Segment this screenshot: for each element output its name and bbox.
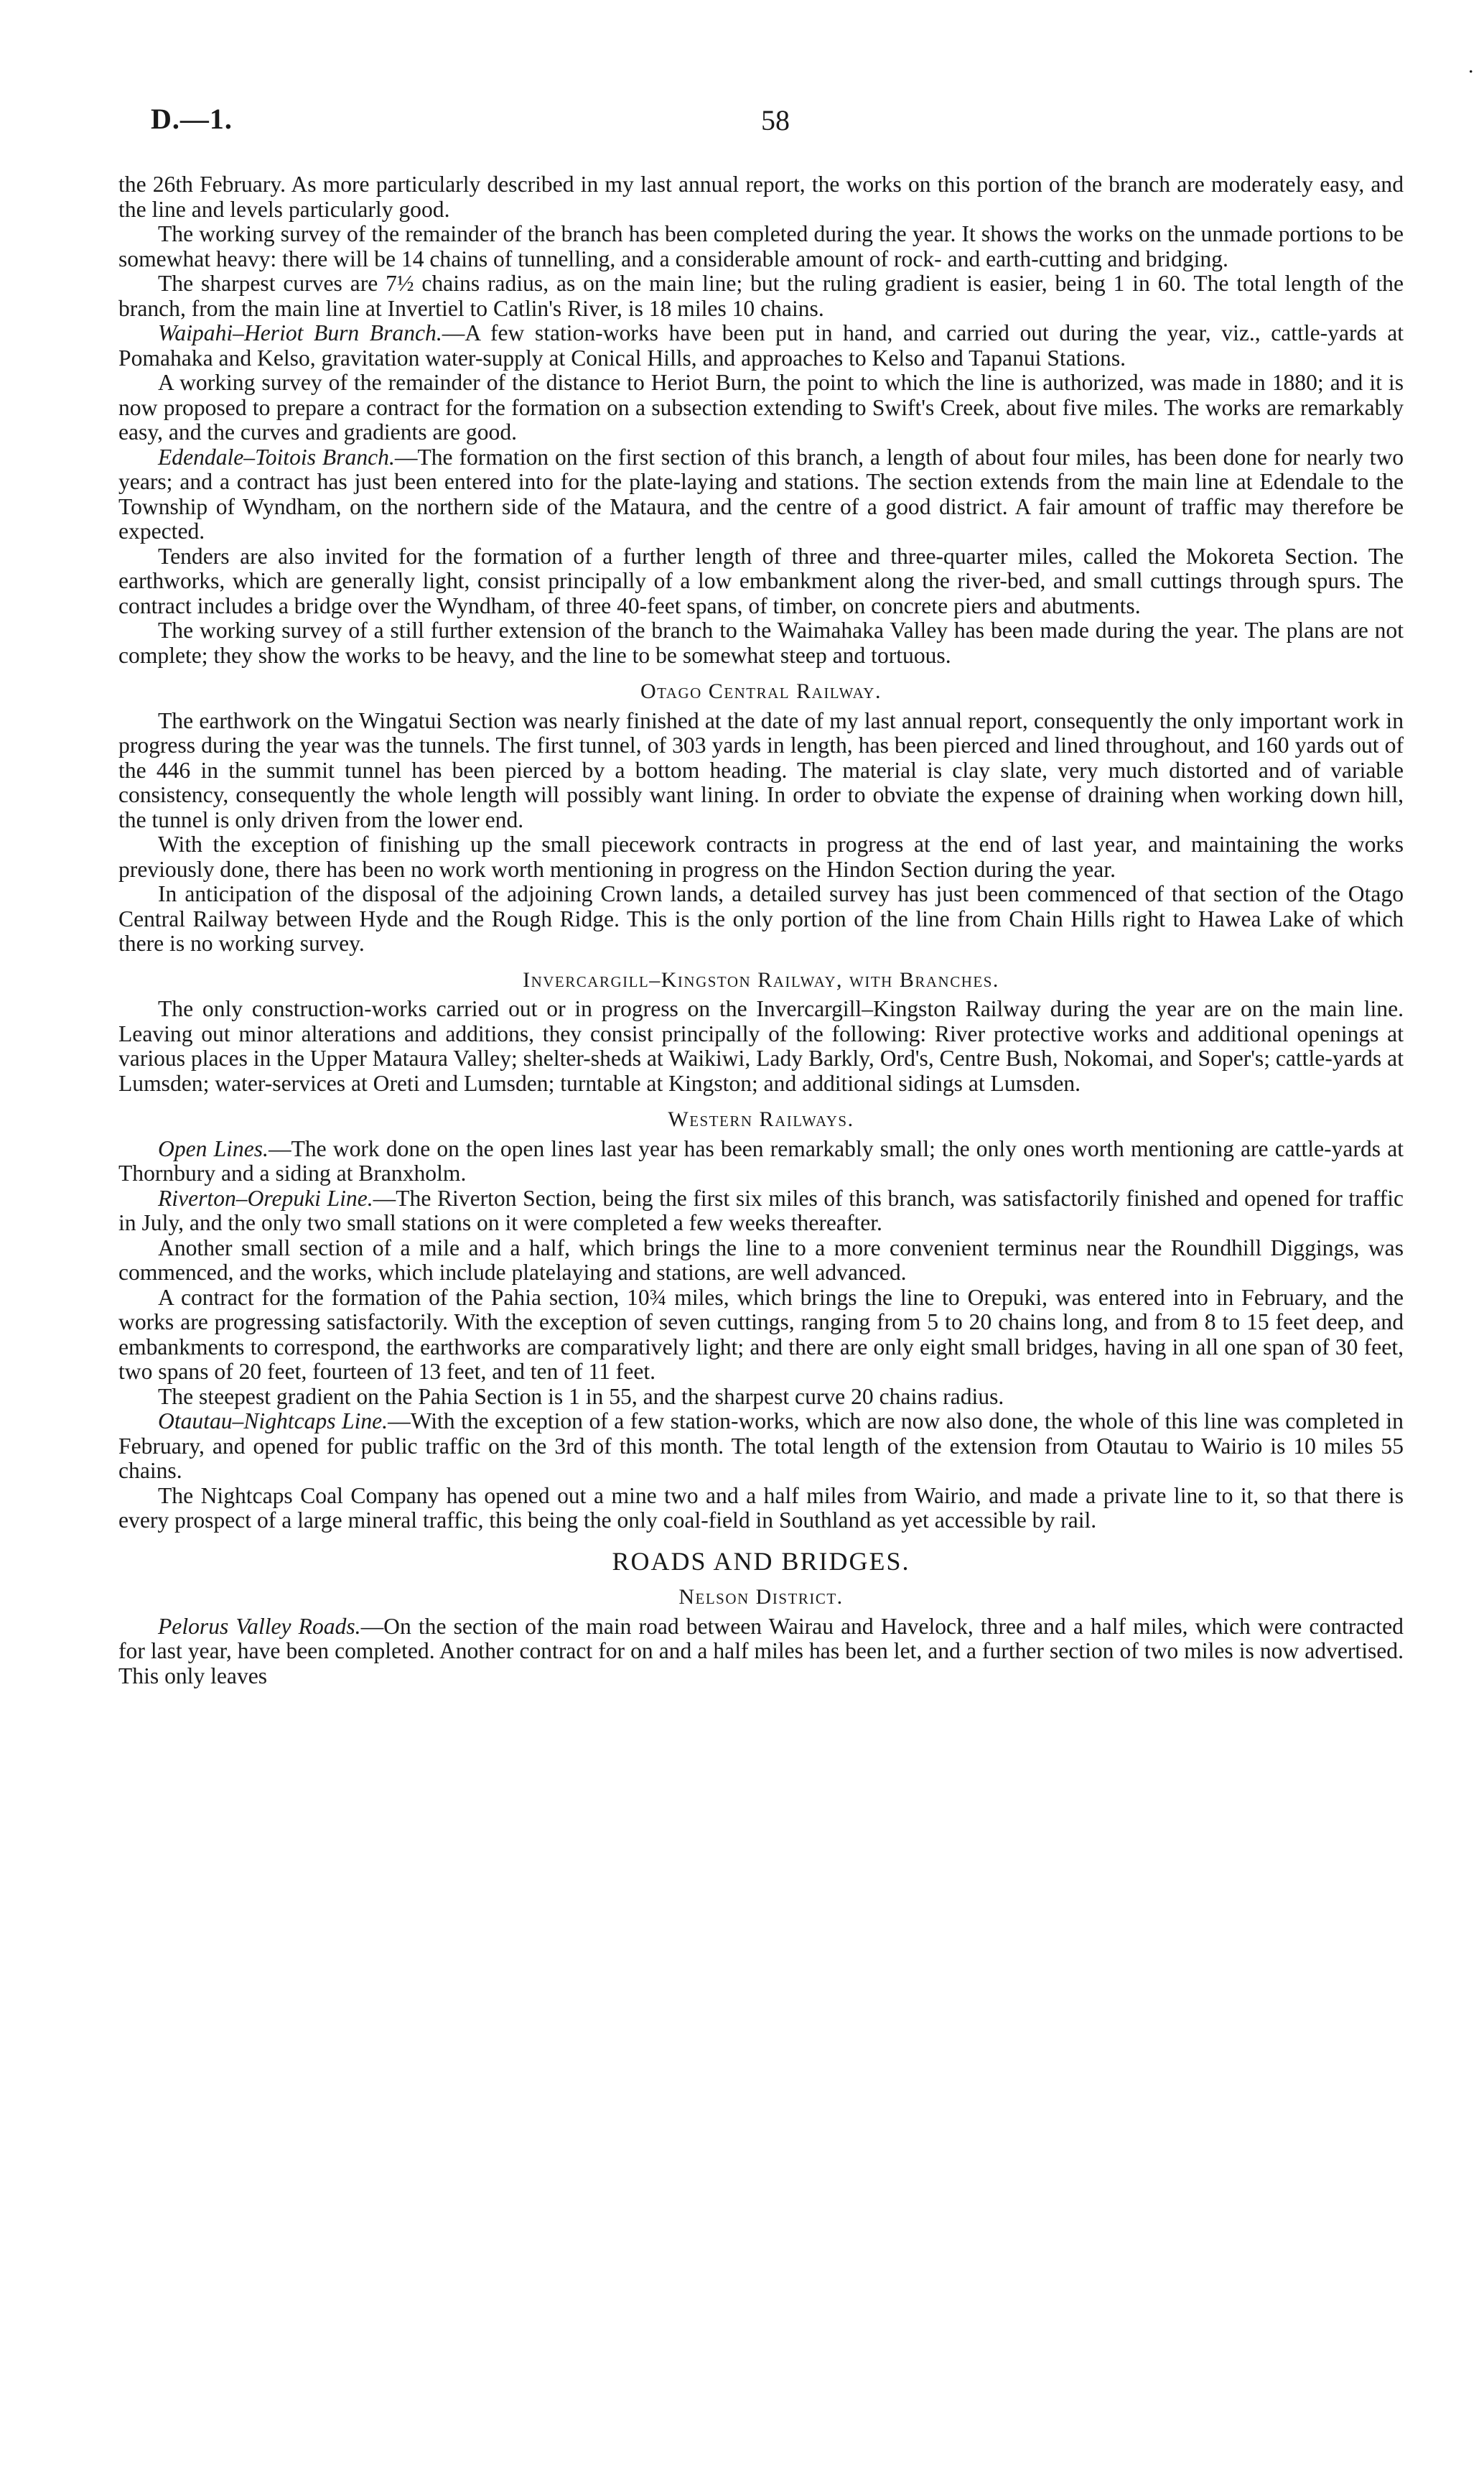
paragraph-text: —With the exception of a few station-works, which are now also done, the whole of this line was completed in February, and opened for public traffic on the 3rd of this month. The total length of the extension from Otautau to Wairio is 10 miles 55 chains. [118,1408,1404,1483]
paragraph: A working survey of the remainder of the distance to Heriot Burn, the point to which the line is authorized, was made in 1880; and it is now proposed to prepare a contract for the formation on a subsection extending to Swift's Creek, about five miles. The works are remarkably easy, and the curves and gradients are good. [118,370,1404,445]
subsection-title: Open Lines. [158,1135,269,1161]
district-heading: Nelson District. [678,1585,844,1609]
paragraph: Tenders are also invited for the formation of a further length of three and three-quarter miles, called the Mokoreta Section. The earthworks, which are generally light, consist principally of a low embankment along the river-bed, and small cuttings through spurs. The contract includes a bridge over the Wyndham, of three 40-feet spans, of timber, on concrete piers and abutments. [118,543,1404,618]
subsection-title: Otautau–Nightcaps Line. [158,1408,388,1433]
paragraph: the 26th February. As more particularly described in my last annual report, the works on this portion of the branch are moderately easy, and the line and levels particularly good. [118,172,1404,222]
paragraph [118,1186,1404,1236]
paragraph: The sharpest curves are 7½ chains radius, as on the main line; but the ruling gradient is easier, being 1 in 60. The total length of the branch, from the main line at Invertiel to Catlin's River, is 18 miles 10 chains. [118,271,1404,321]
paragraph-text: —The formation on the first section of this branch, a length of about four miles, has been done for nearly two years; and a contract has just been entered into for the plate-laying and stations. The section extends from the main line at Edendale to the Township of Wyndham, on the northern side of the Mataura, and the centre of a good district. A fair amount of traffic may therefore be expected. [118,444,1404,544]
paragraph: The steepest gradient on the Pahia Section is 1 in 55, and the sharpest curve 20 chains radius. [158,1383,1004,1409]
section-heading: Invercargill–Kingston Railway, with Branches. [523,967,999,992]
paragraph: A contract for the formation of the Pahia section, 10¾ miles, which brings the line to Orepuki, was entered into in February, and the works are progressing satisfactorily. With the exception of seven cuttings, ranging from 5 to 20 chains long, and from 8 to 15 feet deep, and embankments to correspond, the earthworks are comparatively light; and there are only eight small bridges, having in all one span of 30 feet, two spans of 20 feet, fourteen of 13 feet, and ten of 11 feet. [118,1284,1404,1384]
section-heading: Otago Central Railway. [640,679,882,703]
body-text [118,172,1404,1688]
page-header [118,54,1474,147]
paragraph: The Nightcaps Coal Company has opened out a mine two and a half miles from Wairio, and made a private line to it, so that there is every prospect of a large mineral traffic, this being the only coal-field in Southland as yet accessible by rail. [118,1482,1404,1533]
paragraph: With the exception of finishing up the small piecework contracts in progress at the end of last year, and maintaining the works previously done, there has been no work worth mentioning in progress on the Hindon Section during the year. [118,832,1404,882]
document-page [118,54,1474,1688]
paragraph: Another small section of a mile and a half, which brings the line to a more convenient terminus near the Roundhill Diggings, was commenced, and the works, which include platelaying and stations, are well advanced. [118,1235,1404,1285]
paragraph [118,1614,1404,1689]
paragraph: The working survey of a still further extension of the branch to the Waimahaka Valley has been made during the year. The plans are not complete; they show the works to be heavy, and the line to be somewhat steep and tortuous. [118,618,1404,668]
section-heading: Western Railways. [668,1107,854,1131]
corner-mark: . [1468,54,1474,78]
page-number: 58 [761,104,790,136]
subsection-title: Edendale–Toitois Branch. [158,444,395,470]
paragraph: In anticipation of the disposal of the adjoining Crown lands, a detailed survey has just been commenced of that section of the Otago Central Railway between Hyde and the Rough Ridge. This is the only portion of the line from Chain Hills right to Hawea Lake of which there is no working survey. [118,881,1404,956]
paragraph-text: —A few station-works have been put in hand, and carried out during the year, viz., cattle-yards at Pomahaka and Kelso, gravitation water-supply at Conical Hills, and approaches to Kelso and Tapanui Stations. [118,320,1404,371]
paragraph [118,445,1404,544]
paragraph-text: —On the section of the main road between Wairau and Havelock, three and a half miles, which were contracted for last year, have been completed. Another contract for on and a half miles has been let, and a further section of two miles is now advertised. This only leaves [118,1613,1404,1688]
paragraph [118,1409,1404,1484]
paragraph-text: —The Riverton Section, being the first six miles of this branch, was satisfactorily finished and opened for traffic in July, and the only two small stations on it were completed a few weeks thereafter. [118,1185,1404,1235]
section-heading-major: ROADS AND BRIDGES. [612,1546,910,1576]
subsection-title: Pelorus Valley Roads. [158,1613,361,1639]
paragraph: The only construction-works carried out or in progress on the Invercargill–Kingston Railway during the year are on the main line. Leaving out minor alterations and additions, they consist principally of the following: River protective works and additional openings at various places in the Upper Mataura Valley; shelter-sheds at Waikiwi, Lady Barkly, Ord's, Centre Bush, Nokomai, and Soper's; cattle-yards at Lumsden; water-services at Oreti and Lumsden; turntable at Kingston; and additional sidings at Lumsden. [118,996,1404,1096]
paragraph-text: —The work done on the open lines last year has been remarkably small; the only ones worth mentioning are cattle-yards at Thornbury and a siding at Branxholm. [118,1135,1404,1186]
paragraph [118,321,1404,371]
subsection-title: Riverton–Orepuki Line. [158,1185,373,1211]
paragraph: The earthwork on the Wingatui Section was nearly finished at the date of my last annual report, consequently the only important work in progress during the year was the tunnels. The first tunnel, of 303 yards in length, has been pierced and lined throughout, and 160 yards out of the 446 in the summit tunnel has been pierced by a bottom heading. The material is clay slate, very much distorted and of variable consistency, consequently the whole length will possibly want lining. In order to obviate the expense of draining when working down hill, the tunnel is only driven from the lower end. [118,707,1404,832]
paragraph [118,1137,1404,1186]
document-reference: D.—1. [151,103,233,135]
paragraph: The working survey of the remainder of the branch has been completed during the year. It shows the works on the unmade portions to be somewhat heavy: there will be 14 chains of tunnelling, and a considerable amount of rock- and earth-cutting and bridging. [118,221,1404,271]
subsection-title: Waipahi–Heriot Burn Branch. [158,320,442,345]
